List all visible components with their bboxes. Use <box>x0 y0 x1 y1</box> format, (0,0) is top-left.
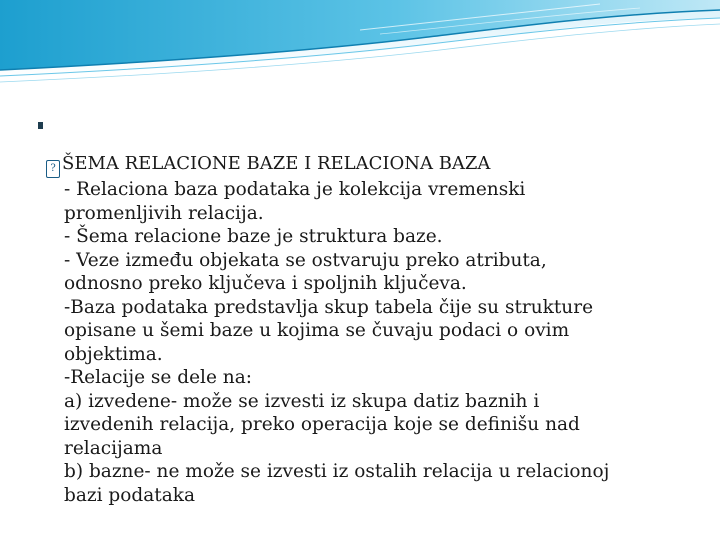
body-line: opisane u šemi baze u kojima se čuvaju podaci o ovim <box>64 320 570 341</box>
body-line: -Baza podataka predstavlja skup tabela čije su strukture <box>64 296 594 318</box>
body-line: - Relaciona baza podataka je kolekcija vremenski <box>64 179 526 200</box>
body-line: promenljivih relacija. <box>64 202 264 224</box>
body-line: objektima. <box>64 343 163 365</box>
slide-content <box>46 152 696 507</box>
missing-glyph-icon: ? <box>46 160 60 178</box>
body-line: relacijama <box>64 437 163 459</box>
body-line: -Relacije se dele na: <box>64 367 252 388</box>
body-line: a) izvedene- može se izvesti iz skupa datiz baznih i <box>64 390 540 412</box>
slide-body <box>46 178 696 507</box>
body-line: b) bazne- ne može se izvesti iz ostalih relacija u relacionoj <box>64 461 610 482</box>
slide-heading <box>46 152 696 178</box>
heading-text: ŠEMA RELACIONE BAZE I RELACIONA BAZA <box>62 153 491 174</box>
body-line: bazi podataka <box>64 484 195 506</box>
body-line: odnosno preko ključeva i spoljnih ključeva. <box>64 273 467 294</box>
wave-header-decoration <box>0 0 720 95</box>
body-line: - Veze između objekata se ostvaruju preko atributa, <box>64 249 547 271</box>
body-line: - Šema relacione baze je struktura baze. <box>64 226 443 247</box>
body-line: izvedenih relacija, preko operacija koje se definišu nad <box>64 414 580 435</box>
bullet-marker <box>38 122 43 129</box>
